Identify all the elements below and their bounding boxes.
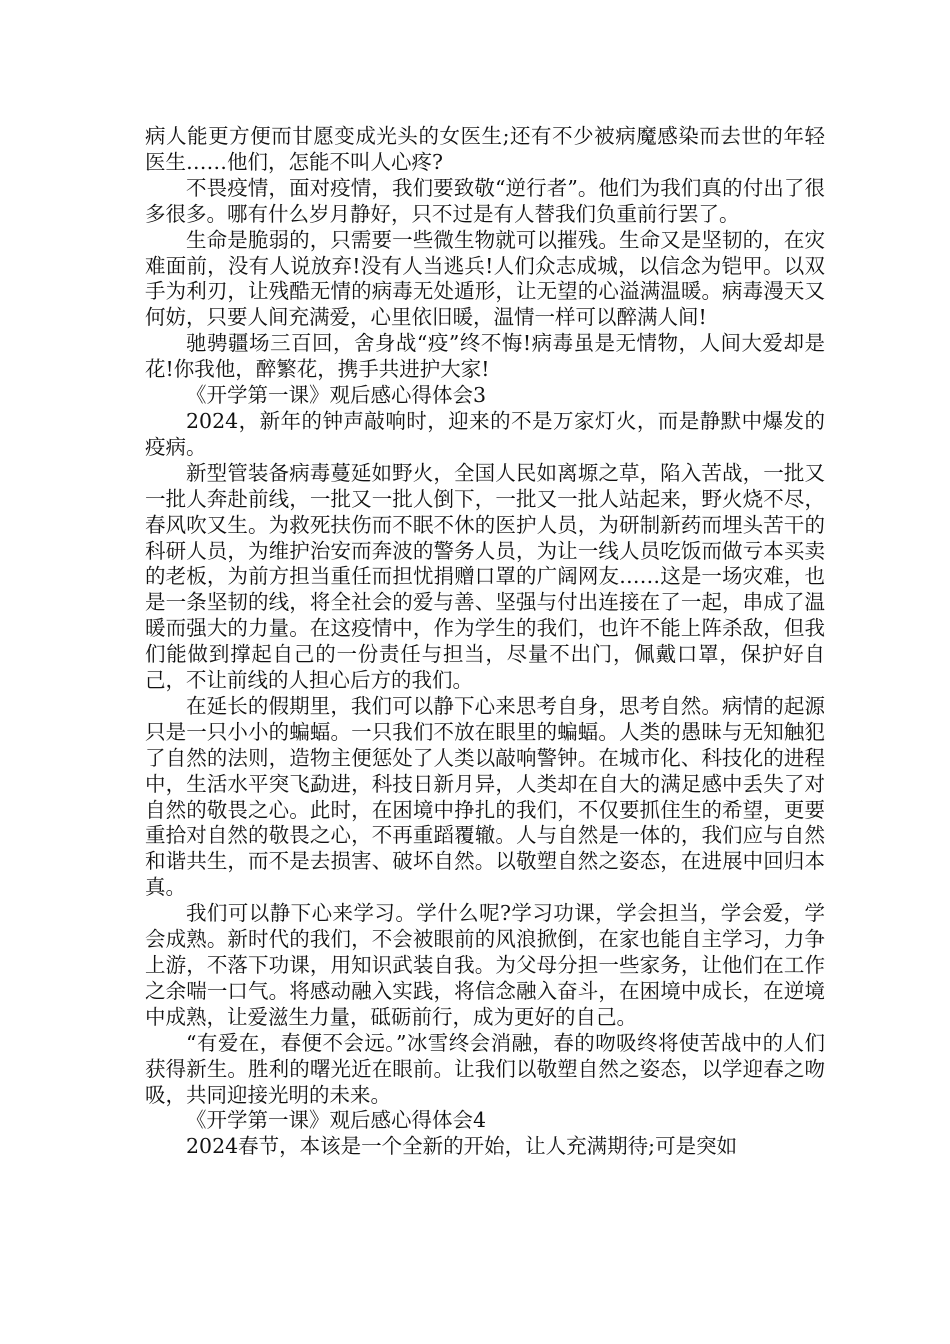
paragraph-10: 2024春节，本该是一个全新的开始，让人充满期待;可是突如 <box>186 1134 738 1159</box>
section-heading-4: 《开学第一课》观后感心得体会4 <box>186 1108 487 1133</box>
document-page <box>145 124 825 1160</box>
paragraph-1: 病人能更方便而甘愿变成光头的女医生;还有不少被病魔感染而去世的年轻医生……他们，怎能不叫人心疼? <box>145 124 825 174</box>
paragraph-6: 新型管装备病毒蔓延如野火，全国人民如离塬之草，陷入苦战，一批又一批人奔赴前线，一批又一批人倒下，一批又一批人站起来，野火烧不尽，春风吹又生。为救死扶伤而不眠不休的医护人员，为研制新药而埋头苦干的科研人员，为维护治安而奔波的警务人员，为让一线人员吃饭而做亏本买卖的老板，为前方担当重任而担忧捐赠口罩的广阔网友……这是一场灾难，也是一条坚韧的线，将全社会的爱与善、坚强与付出连接在了一起，串成了温暖而强大的力量。在这疫情中，作为学生的我们，也许不能上阵杀敌，但我们能做到撑起自己的一份责任与担当，尽量不出门，佩戴口罩，保护好自己，不让前线的人担心后方的我们。 <box>145 460 825 693</box>
paragraph-3: 生命是脆弱的，只需要一些微生物就可以摧残。生命又是坚韧的，在灾难面前，没有人说放弃!没有人当逃兵!人们众志成城，以信念为铠甲。以双手为利刃，让残酷无情的病毒无处遁形，让无望的心溢满温暖。病毒漫天又何妨，只要人间充满爱，心里依旧暖，温情一样可以醉满人间! <box>145 227 825 330</box>
paragraph-8: 我们可以静下心来学习。学什么呢?学习功课，学会担当，学会爱，学会成熟。新时代的我们，不会被眼前的风浪掀倒，在家也能自主学习，力争上游，不落下功课，用知识武装自我。为父母分担一些家务，让他们在工作之余喘一口气。将感动融入实践，将信念融入奋斗，在困境中成长，在逆境中成熟，让爱滋生力量，砥砺前行，成为更好的自己。 <box>145 901 825 1029</box>
paragraph-5: 2024，新年的钟声敲响时，迎来的不是万家灯火，而是静默中爆发的疫病。 <box>145 408 825 459</box>
paragraph-4: 驰骋疆场三百回，舍身战“疫”终不悔!病毒虽是无情物，人间大爱却是花!你我他，醉繁花，携手共进护大家! <box>145 331 825 382</box>
paragraph-9: “有爱在，春便不会远。”冰雪终会消融，春的吻吸终将使苦战中的人们获得新生。胜利的曙光近在眼前。让我们以敬塑自然之姿态，以学迎春之吻吸，共同迎接光明的未来。 <box>145 1030 825 1107</box>
paragraph-7: 在延长的假期里，我们可以静下心来思考自身，思考自然。病情的起源只是一只小小的蝙蝠。一只我们不放在眼里的蝙蝠。人类的愚昧与无知触犯了自然的法则，造物主便惩处了人类以敲响警钟。在城市化、科技化的进程中，生活水平突飞勐进，科技日新月异，人类却在自大的满足感中丢失了对自然的敬畏之心。此时，在困境中挣扎的我们，不仅要抓住生的希望，更要重拾对自然的敬畏之心，不再重蹈覆辙。人与自然是一体的，我们应与自然和谐共生，而不是去损害、破坏自然。以敬塑自然之姿态，在进展中回归本真。 <box>145 693 825 900</box>
section-heading-3: 《开学第一课》观后感心得体会3 <box>186 383 487 408</box>
paragraph-2: 不畏疫情，面对疫情，我们要致敬“逆行者”。他们为我们真的付出了很多很多。哪有什么岁月静好，只不过是有人替我们负重前行罢了。 <box>145 175 825 226</box>
